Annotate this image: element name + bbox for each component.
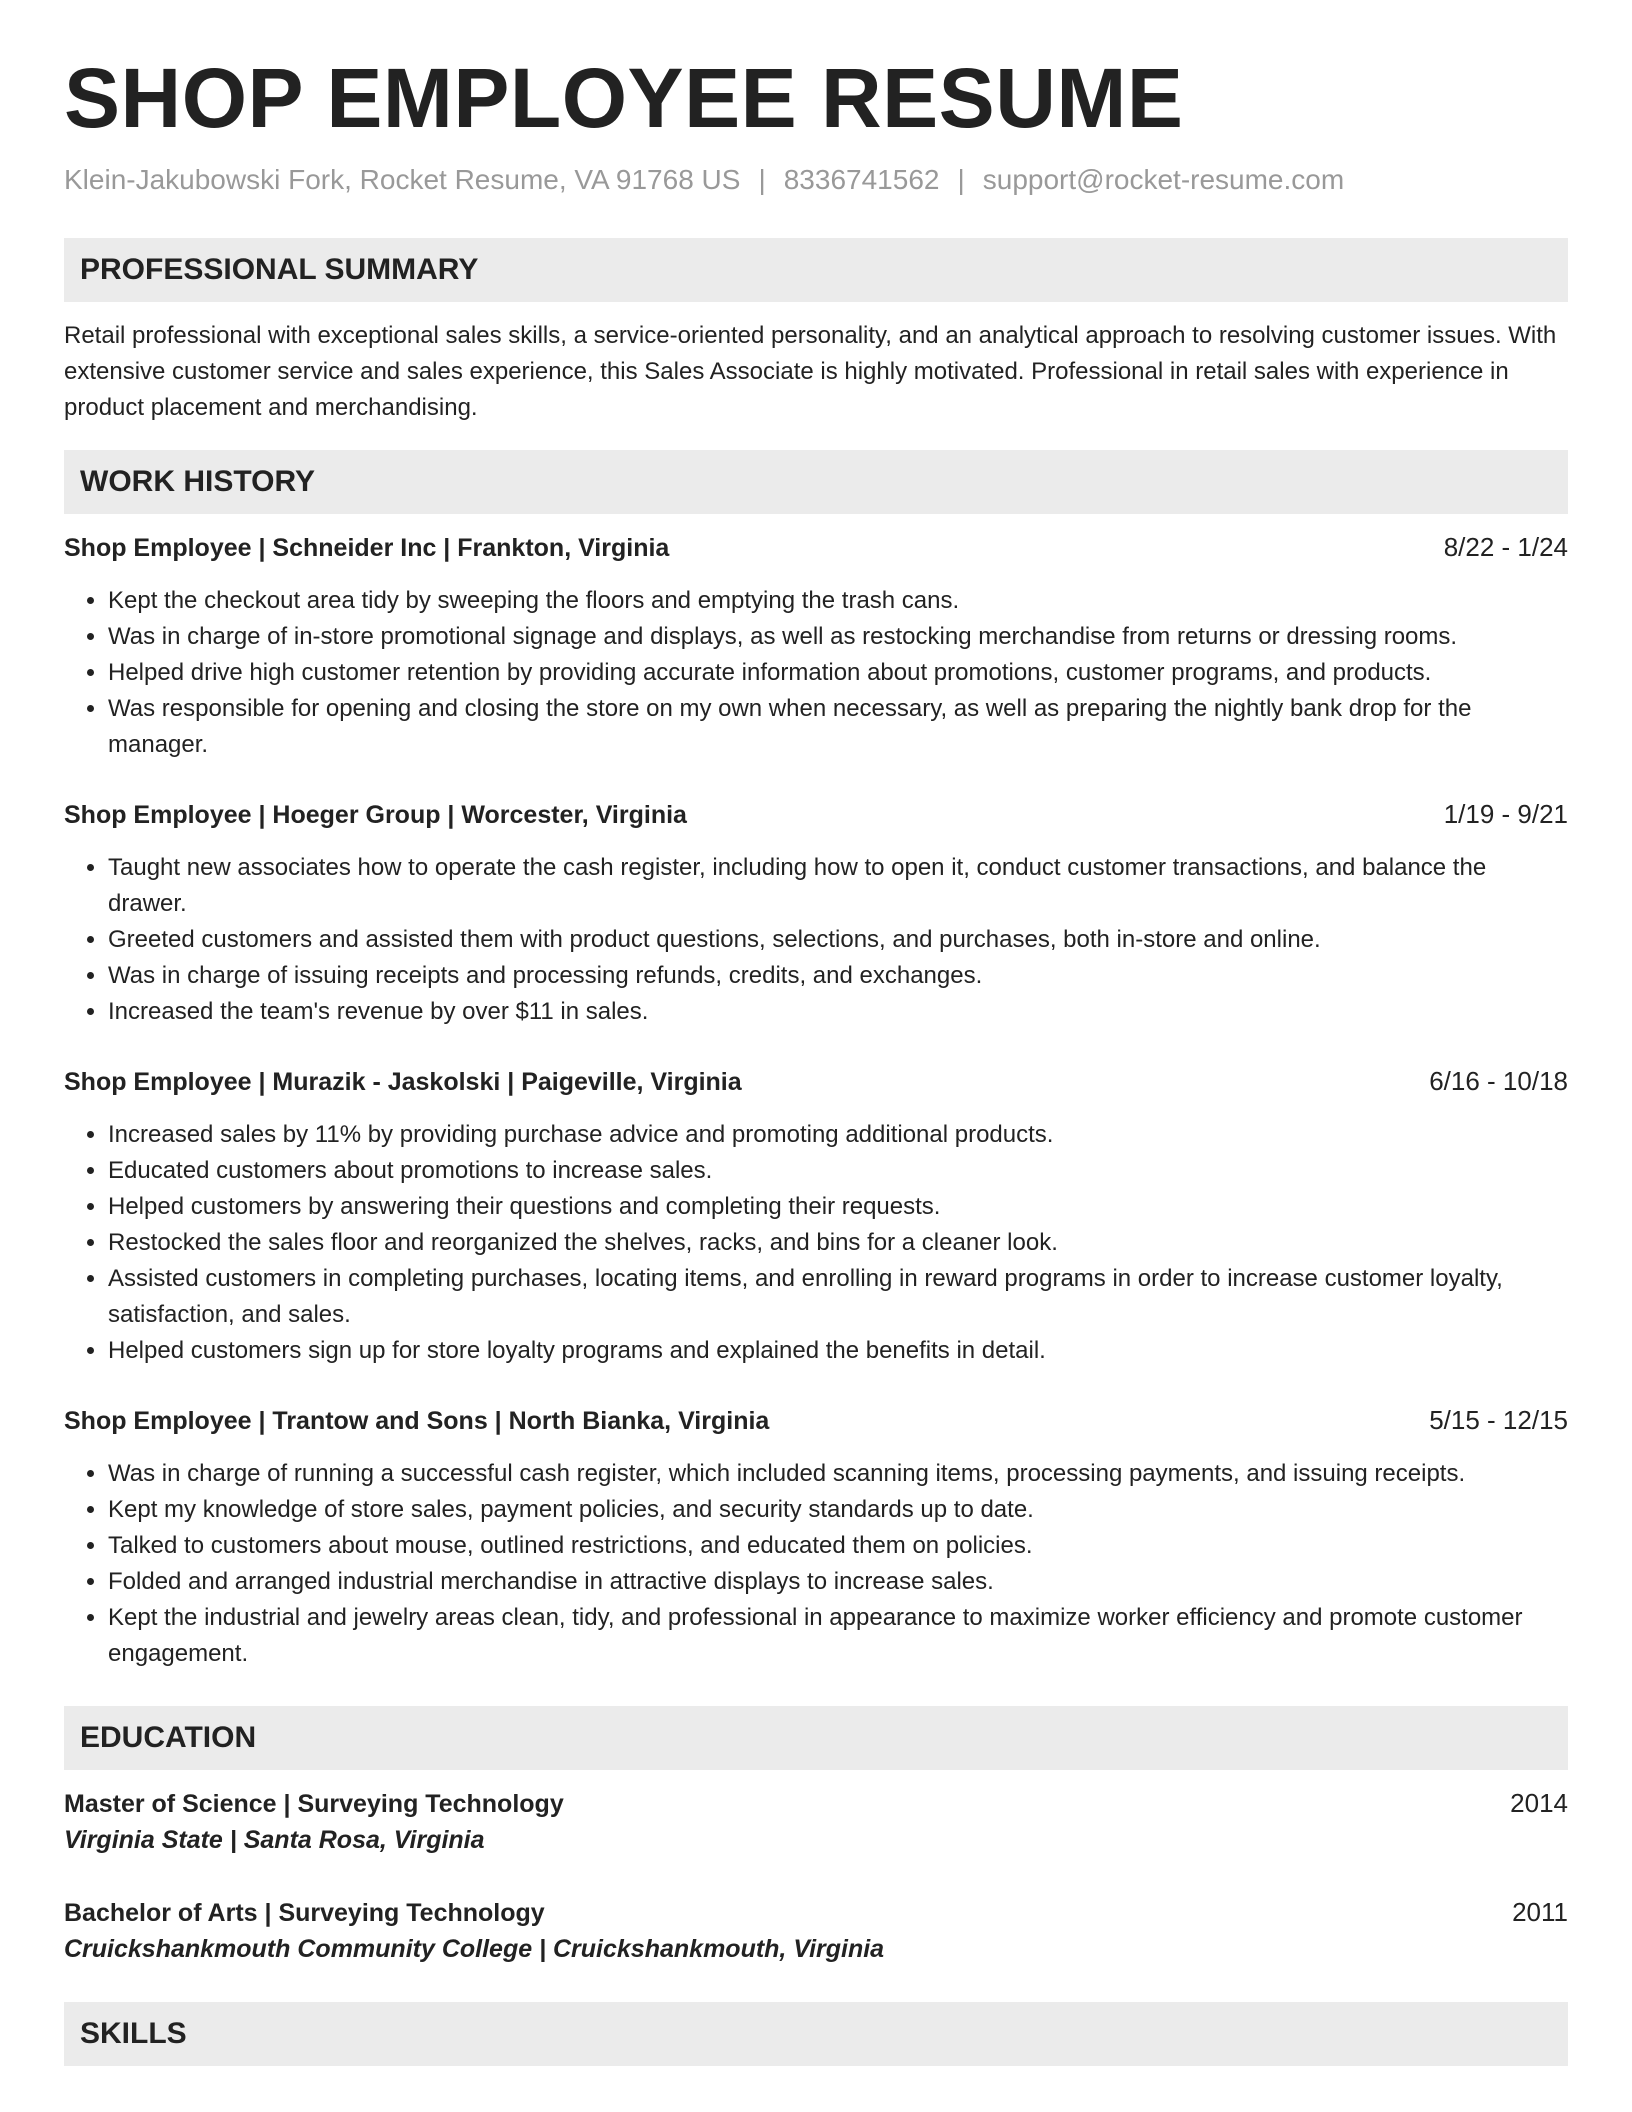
job-dates: 1/19 - 9/21 bbox=[1443, 799, 1568, 830]
job-bullets bbox=[64, 850, 1568, 1030]
job-title: Shop Employee | Trantow and Sons | North Bianka, Virginia bbox=[64, 1407, 770, 1436]
job-dates: 5/15 - 12/15 bbox=[1429, 1405, 1568, 1436]
contact-address: Klein-Jakubowski Fork, Rocket Resume, VA 91768 US bbox=[64, 164, 741, 196]
education-degree: Master of Science | Surveying Technology bbox=[64, 1790, 564, 1819]
job-bullets bbox=[64, 1456, 1568, 1672]
contact-separator: | bbox=[957, 164, 965, 196]
job-bullet: • Educated customers about promotions to increase sales. bbox=[108, 1153, 1568, 1189]
job-bullet: • Taught new associates how to operate the cash register, including how to open it, conduct customer transactions, and balance the drawer. bbox=[108, 850, 1568, 922]
section-heading-education: EDUCATION bbox=[64, 1706, 1568, 1770]
job-entry bbox=[64, 1403, 1568, 1672]
contact-separator: | bbox=[758, 164, 766, 196]
job-entry bbox=[64, 1064, 1568, 1369]
job-bullet: • Was responsible for opening and closing the store on my own when necessary, as well as preparing the nightly bank drop for the manager. bbox=[108, 691, 1568, 763]
job-bullet: • Greeted customers and assisted them with product questions, selections, and purchases, both in-store and online. bbox=[108, 922, 1568, 958]
job-bullets bbox=[64, 1117, 1568, 1369]
job-entry bbox=[64, 797, 1568, 1030]
section-heading-summary: PROFESSIONAL SUMMARY bbox=[64, 238, 1568, 302]
summary-text: Retail professional with exceptional sales skills, a service-oriented personality, and an analytical approach to resolving customer issues. With extensive customer service and sales experience, this Sales Associate is highly motivated. Professional in retail sales with experience in product placement and merchandising. bbox=[64, 322, 1557, 422]
job-bullet: • Restocked the sales floor and reorganized the shelves, racks, and bins for a cleaner look. bbox=[108, 1225, 1568, 1261]
job-entry bbox=[64, 530, 1568, 763]
job-bullet: • Was in charge of running a successful cash register, which included scanning items, processing payments, and issuing receipts. bbox=[108, 1456, 1568, 1492]
section-heading-skills: SKILLS bbox=[64, 2002, 1568, 2066]
job-bullet: • Helped drive high customer retention by providing accurate information about promotions, customer programs, and products. bbox=[108, 655, 1568, 691]
section-heading-work: WORK HISTORY bbox=[64, 450, 1568, 514]
resume-title: SHOP EMPLOYEE RESUME bbox=[64, 51, 1184, 145]
job-bullets bbox=[64, 583, 1568, 763]
job-bullet: • Helped customers sign up for store loyalty programs and explained the benefits in detail. bbox=[108, 1333, 1568, 1369]
job-bullet: • Talked to customers about mouse, outlined restrictions, and educated them on policies. bbox=[108, 1528, 1568, 1564]
education-school: Virginia State | Santa Rosa, Virginia bbox=[64, 1826, 485, 1855]
education-entry bbox=[64, 1895, 1568, 1968]
job-bullet: • Folded and arranged industrial merchandise in attractive displays to increase sales. bbox=[108, 1564, 1568, 1600]
job-bullet: • Kept the industrial and jewelry areas clean, tidy, and professional in appearance to maximize worker efficiency and promote customer engagement. bbox=[108, 1600, 1568, 1672]
job-title: Shop Employee | Hoeger Group | Worcester, Virginia bbox=[64, 801, 687, 830]
job-bullet: • Helped customers by answering their questions and completing their requests. bbox=[108, 1189, 1568, 1225]
job-bullet: • Kept my knowledge of store sales, payment policies, and security standards up to date. bbox=[108, 1492, 1568, 1528]
job-title: Shop Employee | Murazik - Jaskolski | Paigeville, Virginia bbox=[64, 1068, 742, 1097]
education-school: Cruickshankmouth Community College | Cruickshankmouth, Virginia bbox=[64, 1935, 885, 1964]
education-entry bbox=[64, 1786, 1568, 1859]
job-dates: 8/22 - 1/24 bbox=[1443, 532, 1568, 563]
job-dates: 6/16 - 10/18 bbox=[1429, 1066, 1568, 1097]
job-bullet: • Assisted customers in completing purchases, locating items, and enrolling in reward programs in order to increase customer loyalty, satisfaction, and sales. bbox=[108, 1261, 1568, 1333]
education-year: 2014 bbox=[1510, 1788, 1568, 1819]
job-bullet: • Kept the checkout area tidy by sweeping the floors and emptying the trash cans. bbox=[108, 583, 1568, 619]
education-degree: Bachelor of Arts | Surveying Technology bbox=[64, 1899, 545, 1928]
education-year: 2011 bbox=[1512, 1897, 1568, 1928]
contact-line bbox=[64, 164, 1568, 196]
contact-phone: 8336741562 bbox=[783, 164, 940, 196]
contact-email: support@rocket-resume.com bbox=[982, 164, 1345, 196]
job-bullet: • Increased the team's revenue by over $11 in sales. bbox=[108, 994, 1568, 1030]
job-bullet: • Was in charge of in-store promotional signage and displays, as well as restocking merchandise from returns or dressing rooms. bbox=[108, 619, 1568, 655]
job-bullet: • Was in charge of issuing receipts and processing refunds, credits, and exchanges. bbox=[108, 958, 1568, 994]
job-title: Shop Employee | Schneider Inc | Frankton, Virginia bbox=[64, 534, 670, 563]
job-bullet: • Increased sales by 11% by providing purchase advice and promoting additional products. bbox=[108, 1117, 1568, 1153]
